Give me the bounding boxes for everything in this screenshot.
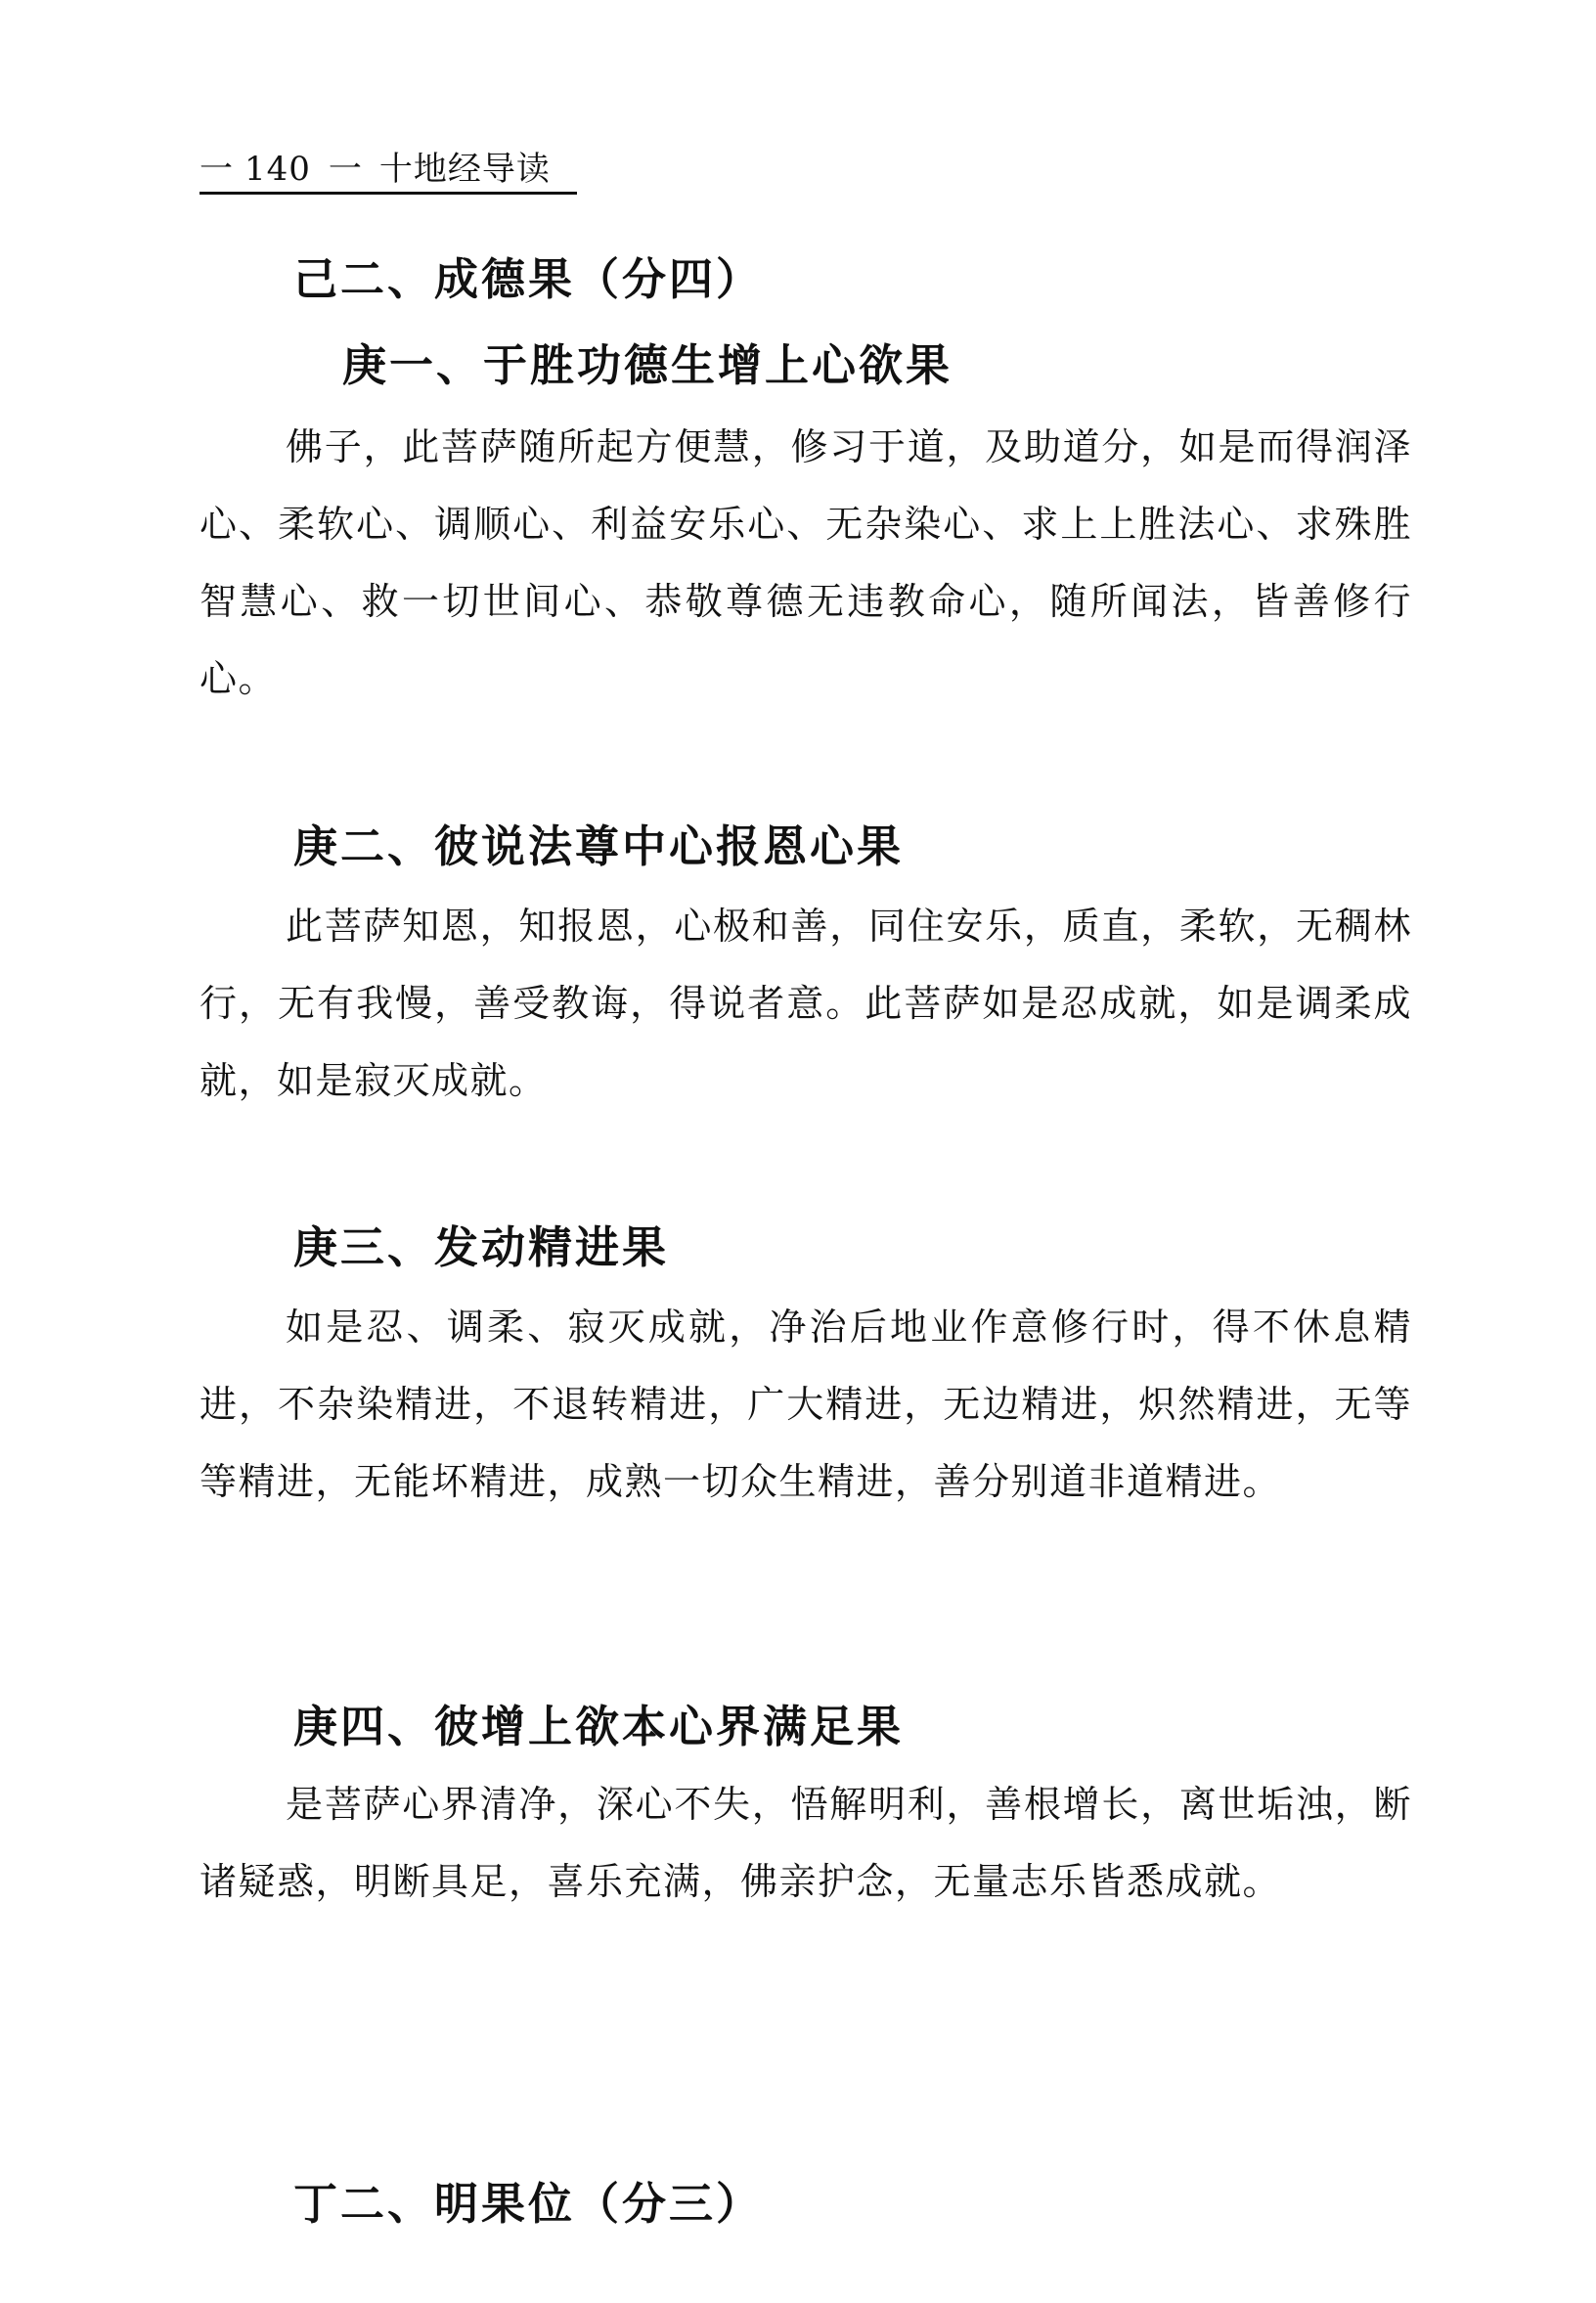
paragraph-geng-san: 如是忍、调柔、寂灭成就，净治后地业作意修行时，得不休息精进，不杂染精进，不退转精进，广大精进，无边精进，炽然精进，无等等精进，无能坏精进，成熟一切众生精进，善分别道非道精进。 [200,1306,1412,1503]
heading-ji-er: 己二、成德果（分四） [293,253,764,305]
heading-geng-yi: 庚一、于胜功德生增上心欲果 [342,339,953,391]
running-header [200,147,577,195]
book-title: 十地经导读 [378,150,551,189]
heading-geng-san: 庚三、发动精进果 [293,1221,670,1273]
heading-geng-er: 庚二、彼说法尊中心报恩心果 [293,820,905,872]
page-number: 140 [244,150,311,189]
heading-ding-er: 丁二、明果位（分三） [293,2178,764,2230]
header-right-dash: 一 [328,150,363,189]
paragraph-geng-er: 此菩萨知恩，知报恩，心极和善，同住安乐，质直，柔软，无稠林行，无有我慢，善受教诲，得说者意。此菩萨如是忍成就，如是调柔成就，如是寂灭成就。 [200,905,1412,1102]
paragraph-geng-yi: 佛子，此菩萨随所起方便慧，修习于道，及助道分，如是而得润泽心、柔软心、调顺心、利益安乐心、无杂染心、求上上胜法心、求殊胜智慧心、救一切世间心、恭敬尊德无违教命心，随所闻法，皆善修行心。 [200,425,1412,700]
paragraph-geng-si: 是菩萨心界清净，深心不失，悟解明利，善根增长，离世垢浊，断诸疑惑，明断具足，喜乐充满，佛亲护念，无量志乐皆悉成就。 [200,1783,1412,1903]
heading-geng-si: 庚四、彼增上欲本心界满足果 [293,1701,905,1752]
header-left-dash: 一 [200,150,234,189]
